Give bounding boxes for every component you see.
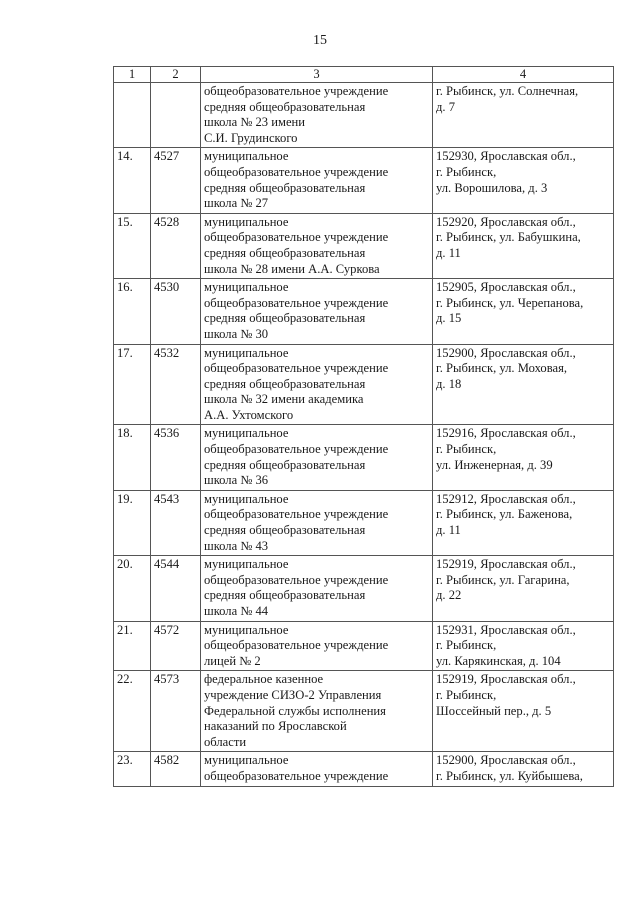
table-row bbox=[114, 213, 614, 278]
table-header-row bbox=[114, 67, 614, 83]
row-name: муниципальное общеобразовательное учреждение средняя общеобразовательная школа № 36 bbox=[201, 425, 433, 490]
row-address: 152912, Ярославская обл., г. Рыбинск, ул. Баженова, д. 11 bbox=[433, 490, 614, 555]
row-code: 4572 bbox=[151, 621, 201, 671]
row-number: 20. bbox=[114, 556, 151, 621]
row-number: 14. bbox=[114, 148, 151, 213]
table-row bbox=[114, 148, 614, 213]
row-code: 4573 bbox=[151, 671, 201, 752]
header-col-4: 4 bbox=[433, 67, 614, 83]
row-code: 4536 bbox=[151, 425, 201, 490]
row-name: федеральное казенное учреждение СИЗО-2 Управления Федеральной службы исполнения наказаний по Ярославской области bbox=[201, 671, 433, 752]
row-address: 152919, Ярославская обл., г. Рыбинск, Шоссейный пер., д. 5 bbox=[433, 671, 614, 752]
table-row bbox=[114, 425, 614, 490]
row-number: 16. bbox=[114, 279, 151, 344]
table-row bbox=[114, 671, 614, 752]
row-code: 4527 bbox=[151, 148, 201, 213]
row-name: муниципальное общеобразовательное учреждение bbox=[201, 752, 433, 786]
table-row bbox=[114, 83, 614, 148]
row-number bbox=[114, 83, 151, 148]
row-name: муниципальное общеобразовательное учреждение средняя общеобразовательная школа № 30 bbox=[201, 279, 433, 344]
row-address: 152919, Ярославская обл., г. Рыбинск, ул. Гагарина, д. 22 bbox=[433, 556, 614, 621]
row-address: 152930, Ярославская обл., г. Рыбинск, ул. Ворошилова, д. 3 bbox=[433, 148, 614, 213]
header-col-1: 1 bbox=[114, 67, 151, 83]
table-row bbox=[114, 752, 614, 786]
row-number: 15. bbox=[114, 213, 151, 278]
row-name: муниципальное общеобразовательное учреждение средняя общеобразовательная школа № 27 bbox=[201, 148, 433, 213]
row-number: 17. bbox=[114, 344, 151, 425]
table-row bbox=[114, 279, 614, 344]
row-address: 152900, Ярославская обл., г. Рыбинск, ул. Куйбышева, bbox=[433, 752, 614, 786]
row-number: 18. bbox=[114, 425, 151, 490]
row-code: 4528 bbox=[151, 213, 201, 278]
row-address: 152916, Ярославская обл., г. Рыбинск, ул. Инженерная, д. 39 bbox=[433, 425, 614, 490]
header-col-2: 2 bbox=[151, 67, 201, 83]
row-code: 4543 bbox=[151, 490, 201, 555]
row-address: 152920, Ярославская обл., г. Рыбинск, ул. Бабушкина, д. 11 bbox=[433, 213, 614, 278]
table-row bbox=[114, 556, 614, 621]
table-row bbox=[114, 490, 614, 555]
page-number: 15 bbox=[313, 33, 327, 48]
row-number: 21. bbox=[114, 621, 151, 671]
row-name: муниципальное общеобразовательное учреждение лицей № 2 bbox=[201, 621, 433, 671]
header-col-3: 3 bbox=[201, 67, 433, 83]
row-code: 4544 bbox=[151, 556, 201, 621]
row-name: муниципальное общеобразовательное учреждение средняя общеобразовательная школа № 28 имени А.А. Суркова bbox=[201, 213, 433, 278]
row-address: 152931, Ярославская обл., г. Рыбинск, ул. Карякинская, д. 104 bbox=[433, 621, 614, 671]
row-address: 152900, Ярославская обл., г. Рыбинск, ул. Моховая, д. 18 bbox=[433, 344, 614, 425]
registry-table bbox=[113, 66, 614, 787]
row-name: муниципальное общеобразовательное учреждение средняя общеобразовательная школа № 44 bbox=[201, 556, 433, 621]
row-address: г. Рыбинск, ул. Солнечная, д. 7 bbox=[433, 83, 614, 148]
row-name: муниципальное общеобразовательное учреждение средняя общеобразовательная школа № 32 имени академика А.А. Ухтомского bbox=[201, 344, 433, 425]
table-row bbox=[114, 621, 614, 671]
row-name: муниципальное общеобразовательное учреждение средняя общеобразовательная школа № 43 bbox=[201, 490, 433, 555]
row-name: общеобразовательное учреждение средняя общеобразовательная школа № 23 имени С.И. Грудинского bbox=[201, 83, 433, 148]
row-code: 4532 bbox=[151, 344, 201, 425]
row-code bbox=[151, 83, 201, 148]
row-code: 4530 bbox=[151, 279, 201, 344]
row-code: 4582 bbox=[151, 752, 201, 786]
row-address: 152905, Ярославская обл., г. Рыбинск, ул. Черепанова, д. 15 bbox=[433, 279, 614, 344]
row-number: 19. bbox=[114, 490, 151, 555]
table-row bbox=[114, 344, 614, 425]
row-number: 22. bbox=[114, 671, 151, 752]
row-number: 23. bbox=[114, 752, 151, 786]
